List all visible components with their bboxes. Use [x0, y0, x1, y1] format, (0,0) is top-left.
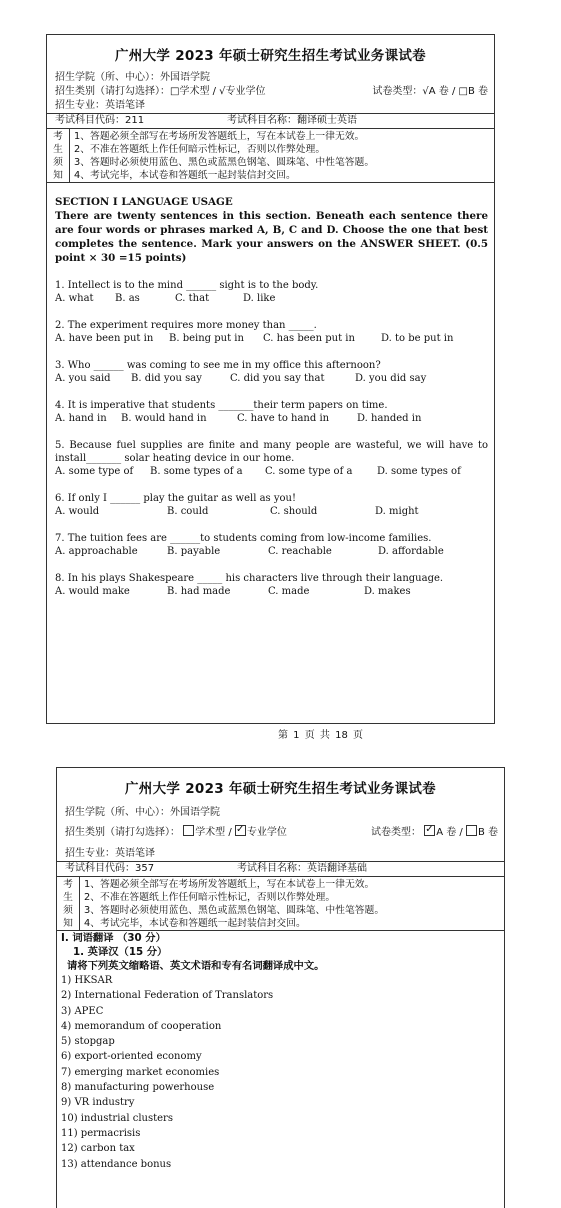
answer-option: C. that [175, 293, 210, 304]
answer-option: D. makes [364, 586, 411, 597]
major-line: 招生专业：英语笔译 [65, 848, 155, 859]
answer-option: D. handed in [357, 413, 422, 424]
notice-item: 3、答题时必须使用蓝色、黑色或蓝黑色钢笔、圆珠笔、中性笔答题。 [74, 157, 375, 168]
term-item: 11) permacrisis [61, 1127, 141, 1139]
notice-item: 1、答题必须全部写在考场所发答题纸上，写在本试卷上一律无效。 [74, 131, 365, 142]
paper-b-label: B 卷 [477, 827, 498, 838]
paper-a-label: A 卷 / [436, 827, 463, 838]
notice-list [80, 877, 384, 930]
answer-option: C. did you say that [230, 373, 325, 384]
answer-option: A. would make [55, 586, 130, 597]
question-stem: 3. Who ______ was coming to see me in my office this afternoon? [55, 360, 381, 371]
section-instructions: There are twenty sentences in this section. Beneath each sentence there are four words or phrases marked A, B, C and D. Choose the one that best completes the sentence. Mark your answers on the ANSWER SHEET. (0.5 point × 30 =15 points) [55, 210, 488, 264]
term-item: 13) attendance bonus [61, 1158, 172, 1170]
answer-option: D. you did say [355, 373, 427, 384]
notice-box [57, 876, 504, 931]
exam-page-1 [46, 34, 495, 724]
answer-option: D. might [375, 506, 419, 517]
term-item: 9) VR industry [61, 1097, 135, 1109]
professional-label: 专业学位 [246, 827, 287, 838]
paper-a-checkbox[interactable] [424, 825, 435, 836]
term-item: 8) manufacturing powerhouse [61, 1082, 215, 1094]
academic-label: 学术型 / [195, 827, 232, 838]
question-options [47, 465, 494, 478]
subject-name: 考试科目名称：翻译硕士英语 [227, 115, 357, 126]
answer-option: C. some type of a [265, 466, 353, 477]
part-title: I. 词语翻译 （30 分） [61, 932, 166, 944]
term-item: 6) export-oriented economy [61, 1051, 202, 1063]
term-item: 7) emerging market economies [61, 1066, 220, 1078]
school-line: 招生学院（所、中心）：外国语学院 [55, 72, 210, 83]
notice-side-label: 考 生 须 知 [47, 129, 70, 182]
paper-type: 试卷类型：√A 卷 / □B 卷 [372, 86, 488, 97]
page-title: 广州大学 2023 年硕士研究生招生考试业务课试卷 [115, 48, 426, 64]
question-options [47, 372, 494, 385]
answer-option: A. some type of [55, 466, 134, 477]
notice-list [70, 129, 374, 182]
category-prefix: 招生类别（请打勾选择）： [65, 827, 180, 838]
answer-option: C. has been put in [263, 333, 355, 344]
page-title: 广州大学 2023 年硕士研究生招生考试业务课试卷 [125, 781, 436, 797]
category-prefix: 招生类别（请打勾选择）： [55, 86, 170, 97]
answer-option: B. as [115, 293, 140, 304]
answer-option: D. to be put in [381, 333, 454, 344]
question-stem: 5. Because fuel supplies are finite and many people are wasteful, we will have to install_______ solar heating device in our home. [55, 440, 488, 464]
question-stem: 1. Intellect is to the mind ______ sight is to the body. [55, 280, 319, 291]
answer-option: B. being put in [169, 333, 244, 344]
term-item: 1) HKSAR [61, 975, 113, 986]
exam-page-2 [56, 767, 505, 1208]
answer-option: B. would hand in [121, 413, 207, 424]
answer-option: D. some types of [377, 466, 461, 477]
answer-option: B. payable [167, 546, 221, 557]
notice-side-label: 考 生 须 知 [57, 877, 80, 930]
notice-item: 3、答题时必须使用蓝色、黑色或蓝黑色钢笔、圆珠笔、中性笔答题。 [84, 905, 385, 916]
notice-item: 4、考试完毕，本试卷和答题纸一起封装信封交回。 [74, 170, 296, 181]
question-stem: 4. It is imperative that students _______their term papers on time. [55, 400, 388, 411]
notice-item: 4、考试完毕，本试卷和答题纸一起封装信封交回。 [84, 918, 306, 929]
subject-code: 考试科目代码：211 [55, 115, 145, 126]
notice-item: 2、不准在答题纸上作任何暗示性标记，否则以作弊处理。 [84, 892, 336, 903]
answer-option: B. could [167, 506, 209, 517]
question-stem: 6. If only I ______ play the guitar as well as you! [55, 493, 296, 504]
answer-option: B. did you say [131, 373, 202, 384]
subject-line [47, 114, 494, 128]
term-item: 4) memorandum of cooperation [61, 1020, 222, 1032]
answer-option: A. hand in [55, 413, 107, 424]
category-line [47, 85, 494, 99]
question-options [47, 545, 494, 558]
answer-option: B. had made [167, 586, 231, 597]
question-options [47, 292, 494, 305]
answer-option: D. like [243, 293, 276, 304]
answer-option: C. reachable [268, 546, 332, 557]
subject-code: 考试科目代码：357 [65, 863, 155, 874]
answer-option: A. what [55, 293, 94, 304]
notice-box [47, 128, 494, 183]
notice-item: 1、答题必须全部写在考场所发答题纸上，写在本试卷上一律无效。 [84, 879, 375, 890]
paper-b-checkbox[interactable] [466, 825, 477, 836]
academic-checkbox[interactable] [183, 825, 194, 836]
paper-type-prefix: 试卷类型： [371, 827, 421, 838]
term-item: 10) industrial clusters [61, 1112, 173, 1124]
school-line: 招生学院（所、中心）：外国语学院 [65, 807, 220, 818]
answer-option: A. would [55, 506, 100, 517]
answer-option: D. affordable [378, 546, 444, 557]
question-stem: 7. The tuition fees are ______to students coming from low-income families. [55, 533, 432, 544]
answer-option: A. approachable [55, 546, 138, 557]
term-item: 2) International Federation of Translators [61, 990, 274, 1002]
question-options [47, 412, 494, 425]
answer-option: A. have been put in [55, 333, 154, 344]
term-item: 12) carbon tax [61, 1143, 135, 1155]
subject-line [57, 862, 504, 876]
category-line [57, 825, 504, 841]
term-item: 3) APEC [61, 1005, 104, 1017]
term-item: 5) stopgap [61, 1036, 115, 1048]
question-options [47, 585, 494, 598]
question-stem: 8. In his plays Shakespeare _____ his characters live through their language. [55, 573, 444, 584]
answer-option: B. some types of a [150, 466, 243, 477]
sub-title: 1. 英译汉（15 分） [73, 946, 168, 958]
question-options [47, 505, 494, 518]
question-stem: 2. The experiment requires more money than _____. [55, 320, 317, 331]
answer-option: A. you said [55, 373, 111, 384]
major-line: 招生专业：英语笔译 [55, 100, 145, 111]
answer-option: C. have to hand in [237, 413, 330, 424]
section-title: SECTION I LANGUAGE USAGE [55, 196, 233, 208]
category-choice: □学术型 / √专业学位 [170, 86, 266, 97]
instruction: 请将下列英文缩略语、英文术语和专有名词翻译成中文。 [67, 960, 325, 972]
answer-option: C. should [270, 506, 318, 517]
notice-item: 2、不准在答题纸上作任何暗示性标记，否则以作弊处理。 [74, 144, 326, 155]
question-options [47, 332, 494, 345]
professional-checkbox[interactable] [235, 825, 246, 836]
page-footer: 第 1 页 共 18 页 [278, 730, 363, 741]
answer-option: C. made [268, 586, 310, 597]
subject-name: 考试科目名称：英语翻译基础 [237, 863, 367, 874]
